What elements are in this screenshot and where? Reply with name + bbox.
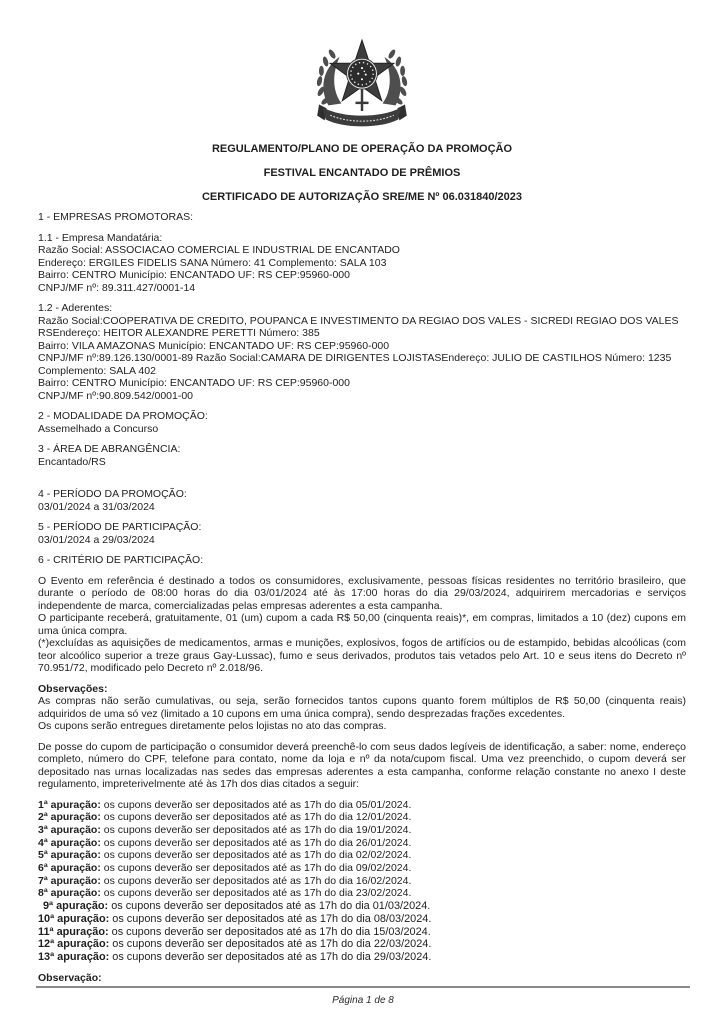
section3-heading: 3 - ÁREA DE ABRANGÊNCIA: xyxy=(38,443,181,455)
apuracao-text: os cupons deverão ser depositados até as 17h do dia 23/02/2024. xyxy=(100,887,412,900)
apuracao-item xyxy=(38,938,686,951)
document-body xyxy=(38,211,686,984)
apuracao-text: os cupons deverão ser depositados até as 17h do dia 19/01/2024. xyxy=(100,823,412,836)
apuracao-label: 1ª apuração: xyxy=(38,798,101,811)
page-footer xyxy=(36,986,690,1006)
page-number: Página 1 de 8 xyxy=(332,995,394,1006)
observacoes-paragraph-entrega: Os cupons serão entregues diretamente pelos lojistas no ato das compras. xyxy=(38,720,387,732)
apuracao-item xyxy=(38,913,686,926)
apuracao-item xyxy=(38,875,686,888)
apuracao-item xyxy=(38,849,686,862)
apuracao-label: 8ª apuração: xyxy=(38,887,101,900)
empresa-mandataria-block xyxy=(38,232,686,295)
apuracao-label: 9ª apuração: xyxy=(43,900,109,913)
section2-heading: 2 - MODALIDADE DA PROMOÇÃO: xyxy=(38,410,208,422)
apuracao-label: 3ª apuração: xyxy=(38,823,101,836)
doc-title-certificado: CERTIFICADO DE AUTORIZAÇÃO SRE/ME Nº 06.031840/2023 xyxy=(201,191,523,203)
aderente1-razao-social: Razão Social:COOPERATIVA DE CREDITO, POUPANCA E INVESTIMENTO DA REGIAO DOS VALES - SICREDI REGIAO DOS VALES xyxy=(38,314,679,327)
doc-title-promocao: FESTIVAL ENCANTADO DE PRÊMIOS xyxy=(263,167,461,179)
criterio-paragraph-evento: O Evento em referência é destinado a todos os consumidores, exclusivamente, pessoas físicas residentes no território brasileiro, que durante o período de 08:00 horas do dia 03/01/2024 até às 17:00 horas do dia 29/03/2024, adquirirem mercadorias e serviços independente de marca, comercializadas pelas empresas aderentes a esta campanha. xyxy=(38,574,686,612)
section6-heading: 6 - CRITÉRIO DE PARTICIPAÇÃO: xyxy=(38,554,204,566)
brazil-coat-of-arms-icon xyxy=(306,36,418,130)
apuracao-text: os cupons deverão ser depositados até as 17h do dia 05/01/2024. xyxy=(100,798,412,811)
apuracao-text: os cupons deverão ser depositados até as 17h do dia 12/01/2024. xyxy=(100,811,412,824)
apuracao-text: os cupons deverão ser depositados até as 17h do dia 01/03/2024. xyxy=(108,900,431,913)
apuracao-item xyxy=(38,799,686,812)
apuracao-label: 7ª apuração: xyxy=(38,874,101,887)
apuracao-item xyxy=(38,926,686,939)
section1-heading: 1 - EMPRESAS PROMOTORAS: xyxy=(38,211,194,223)
apuracao-label: 4ª apuração: xyxy=(38,836,101,849)
apuracao-label: 5ª apuração: xyxy=(38,849,101,862)
apuracao-text: os cupons deverão ser depositados até as 17h do dia 02/02/2024. xyxy=(100,849,412,862)
apuracao-label: 10ª apuração: xyxy=(38,912,110,925)
observacoes-block xyxy=(38,683,686,733)
title-block xyxy=(38,144,686,203)
apuracao-text: os cupons deverão ser depositados até as 17h do dia 26/01/2024. xyxy=(100,836,412,849)
apuracao-text: os cupons deverão ser depositados até as 17h do dia 15/03/2024. xyxy=(108,925,431,938)
aderente1-cnpj-aderente2-razao: CNPJ/MF nº:89.126.130/0001-89 Razão Social:CAMARA DE DIRIGENTES LOJISTASEndereço: JULIO DE CASTILHOS Número: 1235 xyxy=(38,352,672,364)
aderentes-heading: 1.2 - Aderentes: xyxy=(38,302,113,314)
apuracao-label: 2ª apuração: xyxy=(38,811,101,824)
apuracao-item xyxy=(38,900,686,913)
apuracao-text: os cupons deverão ser depositados até as 17h do dia 16/02/2024. xyxy=(100,874,412,887)
observacoes-heading: Observações: xyxy=(38,682,108,695)
section3-block xyxy=(38,443,686,468)
section4-heading: 4 - PERÍODO DA PROMOÇÃO: xyxy=(38,488,187,500)
apuracao-text: os cupons deverão ser depositados até as 17h do dia 29/03/2024. xyxy=(109,950,432,963)
apuracao-text: os cupons deverão ser depositados até as 17h do dia 09/02/2024. xyxy=(100,862,412,875)
aderente2-complemento: Complemento: SALA 402 xyxy=(38,364,156,377)
apuracao-item xyxy=(38,862,686,875)
section5-heading: 5 - PERÍODO DE PARTICIPAÇÃO: xyxy=(38,521,202,533)
aderente1-bairro: Bairro: VILA AMAZONAS Município: ENCANTADO UF: RS CEP:95960-000 xyxy=(38,339,390,352)
mandataria-heading: 1.1 - Empresa Mandatária: xyxy=(38,231,163,244)
apuracao-item xyxy=(38,887,686,900)
observacao-final-block xyxy=(38,972,686,985)
mandataria-razao-social: Razão Social: ASSOCIACAO COMERCIAL E INDUSTRIAL DE ENCANTADO xyxy=(38,244,400,256)
mandataria-endereco: Endereço: ERGILES FIDELIS SANA Número: 41 Complemento: SALA 103 xyxy=(38,256,387,269)
observacao-final-heading: Observação: xyxy=(38,971,102,984)
footer-rule xyxy=(36,986,690,988)
section5-block xyxy=(38,521,686,546)
aderente2-cnpj: CNPJ/MF nº:90.809.542/0001-00 xyxy=(38,389,194,402)
aderente1-endereco: RSEndereço: HEITOR ALEXANDRE PERETTI Número: 385 xyxy=(38,327,320,339)
section4-block xyxy=(38,488,686,513)
observacoes-paragraph-cumulativas: As compras não serão cumulativas, ou seja, serão fornecidos tantos cupons quanto forem múltiplos de R$ 50,00 (cinquenta reais) adquiridos de uma só vez (limitado a 10 cupons em uma única compra), sendo desprezadas frações excedentes. xyxy=(38,695,686,720)
apuracao-item xyxy=(38,951,686,964)
deposito-paragraph: De posse do cupom de participação o consumidor deverá preenchê-lo com seus dados legíveis de identificação, a saber: nome, endereço completo, número do CPF, telefone para contato, nome da loja e nº da nota/cupom fiscal. Uma vez preenchido, o cupom deverá ser depositado nas urnas localizadas nas sedes das empresas aderentes a esta campanha, conforme relação constante no anexo I deste regulamento, impreterivelmente até às 17h dos dias citados a seguir: xyxy=(38,740,686,790)
criterio-paragraph-cupom: O participante receberá, gratuitamente, 01 (um) cupom a cada R$ 50,00 (cinquenta reais)*, em compras, limitados a 10 (dez) cupons em uma única compra. xyxy=(38,612,686,637)
section5-value: 03/01/2024 a 29/03/2024 xyxy=(38,533,155,546)
apuracao-text: os cupons deverão ser depositados até as 17h do dia 08/03/2024. xyxy=(109,912,432,925)
mandataria-cnpj: CNPJ/MF nº: 89.311.427/0001-14 xyxy=(38,281,196,294)
apuracao-label: 12ª apuração: xyxy=(38,938,110,951)
criterio-paragraphs xyxy=(38,575,686,675)
section4-value: 03/01/2024 a 31/03/2024 xyxy=(38,500,155,513)
doc-title-regulamento: REGULAMENTO/PLANO DE OPERAÇÃO DA PROMOÇÃO xyxy=(211,143,513,155)
apuracao-label: 13ª apuração: xyxy=(38,950,110,963)
mandataria-bairro: Bairro: CENTRO Município: ENCANTADO UF: RS CEP:95960-000 xyxy=(38,269,350,281)
section2-value: Assemelhado a Concurso xyxy=(38,422,159,435)
aderente2-bairro: Bairro: CENTRO Município: ENCANTADO UF: RS CEP:95960-000 xyxy=(38,377,350,389)
deposito-block xyxy=(38,741,686,791)
apuracao-item xyxy=(38,837,686,850)
apuracao-label: 6ª apuração: xyxy=(38,862,101,875)
aderentes-block xyxy=(38,302,686,402)
apuracao-item xyxy=(38,824,686,837)
section2-block xyxy=(38,410,686,435)
apuracao-label: 11ª apuração: xyxy=(38,925,109,938)
apuracao-list xyxy=(38,799,686,964)
apuracao-item xyxy=(38,811,686,824)
section6-block xyxy=(38,554,686,567)
criterio-paragraph-exclusoes: (*)excluídas as aquisições de medicamentos, armas e munições, explosivos, fogos de artifícios ou de estampido, bebidas alcoólicas (com teor alcoólico superior a treze graus Gay-Lussac), fumo e seus derivados, produtos tais vetados pelo Art. 10 e seus itens do Decreto nº 70.951/72, modificado pelo Decreto nº 2.018/96. xyxy=(38,637,686,674)
apuracao-text: os cupons deverão ser depositados até as 17h do dia 22/03/2024. xyxy=(109,938,432,951)
section3-value: Encantado/RS xyxy=(38,455,106,468)
